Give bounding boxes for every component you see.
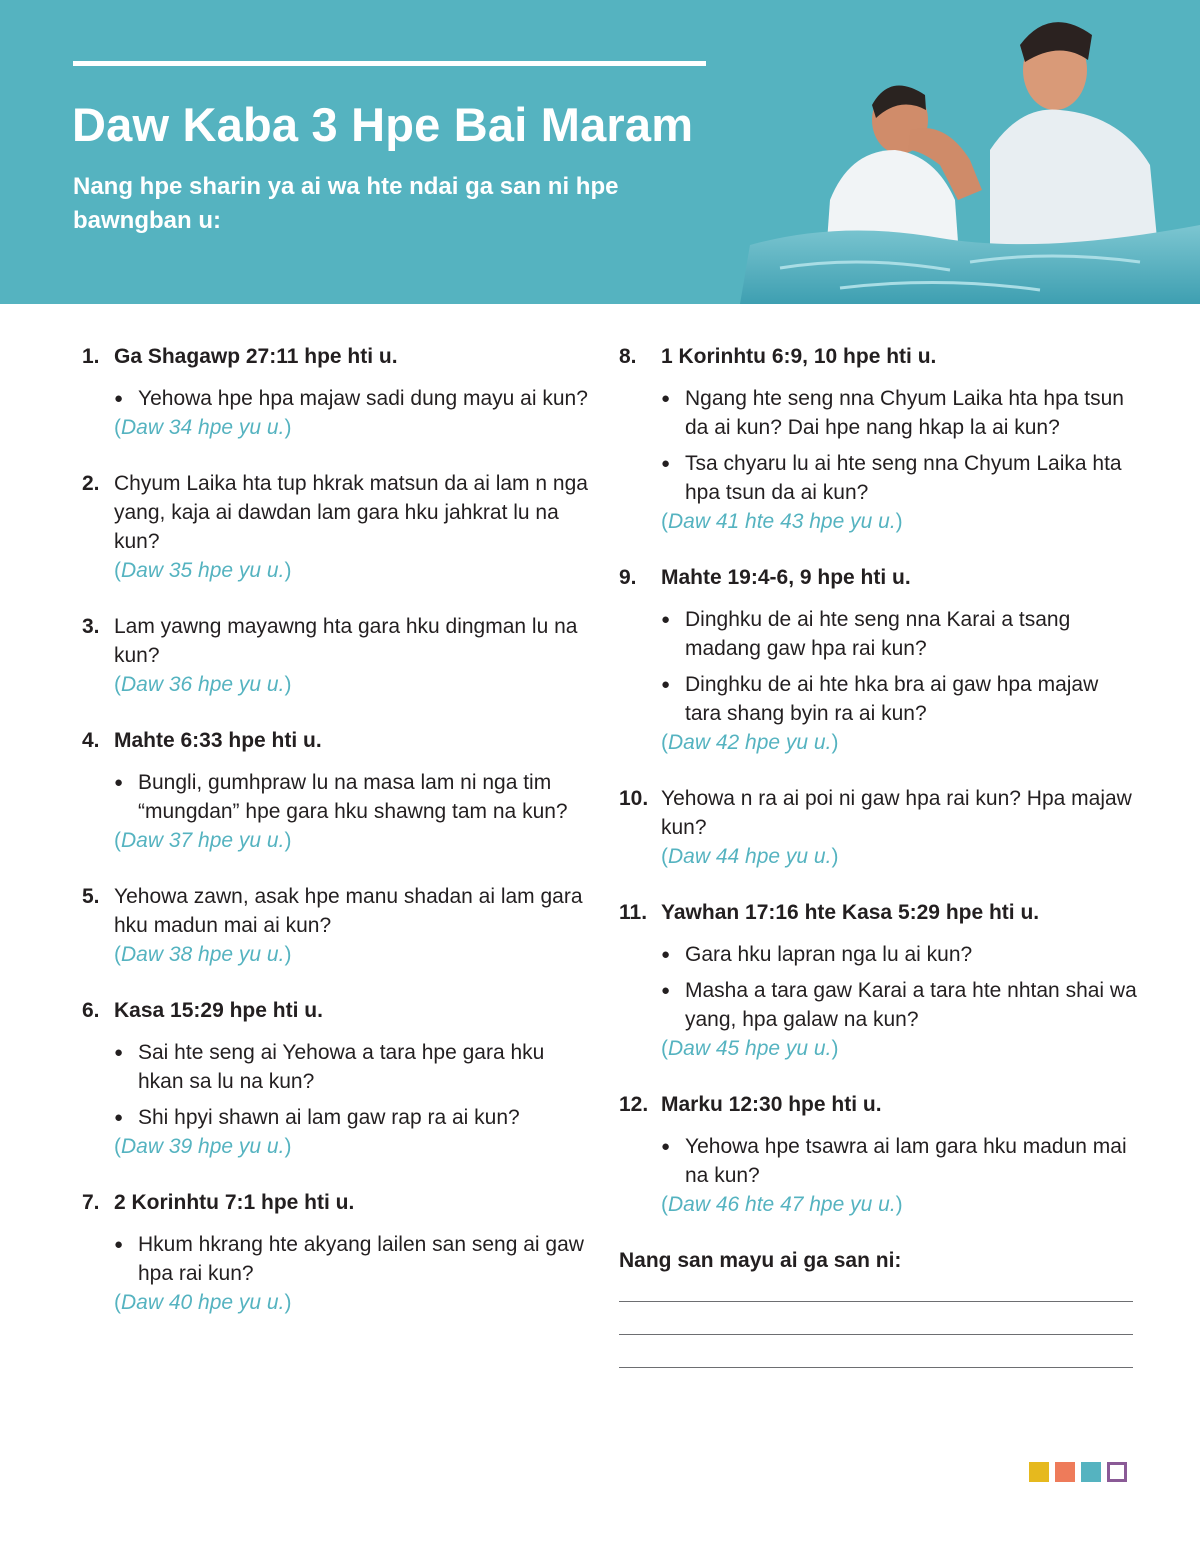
question-number: 9. bbox=[619, 566, 637, 589]
bullet-item bbox=[661, 605, 1139, 663]
question-number: 2. bbox=[82, 472, 100, 495]
bullet-icon: ● bbox=[661, 676, 671, 693]
question-text: Chyum Laika hta tup hkrak matsun da ai lam n nga yang, kaja ai dawdan lam gara hku jahkrat lu na kun? bbox=[114, 472, 588, 553]
bullet-item bbox=[114, 1038, 592, 1096]
bullet-text: Tsa chyaru lu ai hte seng nna Chyum Laika hta hpa tsun da ai kun? bbox=[685, 452, 1122, 504]
question-text: Kasa 15:29 hpe hti u. bbox=[114, 999, 323, 1022]
reference: (Daw 44 hpe yu u.) bbox=[661, 845, 839, 868]
question-text: Marku 12:30 hpe hti u. bbox=[661, 1093, 882, 1116]
reference: (Daw 41 hte 43 hpe yu u.) bbox=[661, 510, 903, 533]
question-number: 3. bbox=[82, 615, 100, 638]
bullet-icon: ● bbox=[114, 1109, 124, 1126]
bullet-item bbox=[661, 976, 1139, 1034]
bullet-list bbox=[619, 1132, 1139, 1190]
bullet-text: Dinghku de ai hte seng nna Karai a tsang madang gaw hpa rai kun? bbox=[685, 608, 1071, 660]
bullet-list bbox=[82, 1038, 592, 1132]
reference-text: Daw 40 hpe yu u. bbox=[121, 1291, 285, 1314]
reference-text: Daw 36 hpe yu u. bbox=[121, 673, 285, 696]
question-12 bbox=[619, 1090, 1139, 1219]
bullet-icon: ● bbox=[114, 390, 124, 407]
yellow-square-icon bbox=[1029, 1462, 1049, 1482]
question-4 bbox=[82, 726, 592, 855]
bullet-text: Masha a tara gaw Karai a tara hte nhtan shai wa yang, hpa galaw na kun? bbox=[685, 979, 1137, 1031]
questions-right-column bbox=[619, 342, 1139, 1368]
reference-text: Daw 34 hpe yu u. bbox=[121, 416, 285, 439]
reference-text: Daw 41 hte 43 hpe yu u. bbox=[668, 510, 896, 533]
question-number: 6. bbox=[82, 999, 100, 1022]
purple-outline-square-icon bbox=[1107, 1462, 1127, 1482]
question-number: 5. bbox=[82, 885, 100, 908]
question-text: Lam yawng mayawng hta gara hku dingman lu na kun? bbox=[114, 615, 578, 667]
bullet-text: Yehowa hpe tsawra ai lam gara hku madun mai na kun? bbox=[685, 1135, 1127, 1187]
question-text: Mahte 19:4-6, 9 hpe hti u. bbox=[661, 566, 911, 589]
bullet-icon: ● bbox=[114, 1236, 124, 1253]
reference: (Daw 37 hpe yu u.) bbox=[114, 829, 292, 852]
reference: (Daw 35 hpe yu u.) bbox=[114, 559, 292, 582]
bullet-icon: ● bbox=[661, 455, 671, 472]
bullet-text: Sai hte seng ai Yehowa a tara hpe gara hku hkan sa lu na kun? bbox=[138, 1041, 545, 1093]
question-2 bbox=[82, 469, 592, 585]
bullet-item bbox=[661, 449, 1139, 507]
bullet-icon: ● bbox=[661, 946, 671, 963]
bullet-list bbox=[619, 384, 1139, 507]
bullet-item bbox=[114, 384, 592, 413]
bullet-text: Hkum hkrang hte akyang lailen san seng ai gaw hpa rai kun? bbox=[138, 1233, 584, 1285]
bullet-text: Shi hpyi shawn ai lam gaw rap ra ai kun? bbox=[138, 1106, 520, 1129]
question-8 bbox=[619, 342, 1139, 536]
reference-text: Daw 38 hpe yu u. bbox=[121, 943, 285, 966]
bullet-text: Gara hku lapran nga lu ai kun? bbox=[685, 943, 973, 966]
question-number: 12. bbox=[619, 1093, 649, 1116]
question-text: Yehowa n ra ai poi ni gaw hpa rai kun? Hpa majaw kun? bbox=[661, 787, 1132, 839]
bullet-list bbox=[619, 940, 1139, 1034]
bullet-list bbox=[82, 1230, 592, 1288]
reference: (Daw 38 hpe yu u.) bbox=[114, 943, 292, 966]
notes-section bbox=[619, 1246, 1139, 1368]
color-squares bbox=[1029, 1462, 1127, 1482]
notes-line[interactable] bbox=[619, 1367, 1133, 1368]
orange-square-icon bbox=[1055, 1462, 1075, 1482]
bullet-item bbox=[661, 384, 1139, 442]
page-subtitle: Nang hpe sharin ya ai wa hte ndai ga san ni hpe bawngban u: bbox=[73, 173, 619, 234]
bullet-item bbox=[114, 768, 592, 826]
reference: (Daw 39 hpe yu u.) bbox=[114, 1135, 292, 1158]
bullet-item bbox=[661, 940, 1139, 969]
question-text: Ga Shagawp 27:11 hpe hti u. bbox=[114, 345, 398, 368]
bullet-icon: ● bbox=[661, 1138, 671, 1155]
question-9 bbox=[619, 563, 1139, 757]
bullet-icon: ● bbox=[114, 774, 124, 791]
reference: (Daw 34 hpe yu u.) bbox=[114, 416, 292, 439]
header-rule bbox=[73, 61, 706, 66]
question-11 bbox=[619, 898, 1139, 1063]
bullet-list bbox=[82, 384, 592, 413]
bullet-icon: ● bbox=[661, 611, 671, 628]
bullet-list bbox=[82, 768, 592, 826]
question-text: 2 Korinhtu 7:1 hpe hti u. bbox=[114, 1191, 355, 1214]
reference-text: Daw 44 hpe yu u. bbox=[668, 845, 832, 868]
reference: (Daw 46 hte 47 hpe yu u.) bbox=[661, 1193, 903, 1216]
bullet-item bbox=[114, 1103, 592, 1132]
bullet-icon: ● bbox=[114, 1044, 124, 1061]
question-7 bbox=[82, 1188, 592, 1317]
question-1 bbox=[82, 342, 592, 442]
question-6 bbox=[82, 996, 592, 1161]
question-text: Yawhan 17:16 hte Kasa 5:29 hpe hti u. bbox=[661, 901, 1040, 924]
bullet-item bbox=[114, 1230, 592, 1288]
question-number: 1. bbox=[82, 345, 100, 368]
bullet-icon: ● bbox=[661, 390, 671, 407]
reference-text: Daw 39 hpe yu u. bbox=[121, 1135, 285, 1158]
reference-text: Daw 35 hpe yu u. bbox=[121, 559, 285, 582]
reference-text: Daw 42 hpe yu u. bbox=[668, 731, 832, 754]
reference-text: Daw 37 hpe yu u. bbox=[121, 829, 285, 852]
question-text: Mahte 6:33 hpe hti u. bbox=[114, 729, 322, 752]
page-title: Daw Kaba 3 Hpe Bai Maram bbox=[72, 98, 694, 151]
question-number: 4. bbox=[82, 729, 100, 752]
bullet-text: Bungli, gumhpraw lu na masa lam ni nga tim “mungdan” hpe gara hku shawng tam na kun? bbox=[138, 771, 568, 823]
bullet-text: Yehowa hpe hpa majaw sadi dung mayu ai kun? bbox=[138, 387, 588, 410]
bullet-text: Dinghku de ai hte hka bra ai gaw hpa majaw tara shang byin ra ai kun? bbox=[685, 673, 1099, 725]
bullet-item bbox=[661, 1132, 1139, 1190]
reference: (Daw 40 hpe yu u.) bbox=[114, 1291, 292, 1314]
bullet-icon: ● bbox=[661, 982, 671, 999]
reference-text: Daw 45 hpe yu u. bbox=[668, 1037, 832, 1060]
notes-label: Nang san mayu ai ga san ni: bbox=[619, 1249, 902, 1272]
question-5 bbox=[82, 882, 592, 969]
question-text: Yehowa zawn, asak hpe manu shadan ai lam gara hku madun mai ai kun? bbox=[114, 885, 583, 937]
question-number: 11. bbox=[619, 901, 648, 924]
reference: (Daw 36 hpe yu u.) bbox=[114, 673, 292, 696]
baptism-illustration bbox=[720, 0, 1200, 304]
question-3 bbox=[82, 612, 592, 699]
bullet-text: Ngang hte seng nna Chyum Laika hta hpa tsun da ai kun? Dai hpe nang hkap la ai kun? bbox=[685, 387, 1124, 439]
question-number: 8. bbox=[619, 345, 637, 368]
reference-text: Daw 46 hte 47 hpe yu u. bbox=[668, 1193, 896, 1216]
questions-left-column bbox=[82, 342, 592, 1344]
bullet-item bbox=[661, 670, 1139, 728]
question-number: 10. bbox=[619, 787, 649, 810]
question-number: 7. bbox=[82, 1191, 100, 1214]
reference: (Daw 42 hpe yu u.) bbox=[661, 731, 839, 754]
question-10 bbox=[619, 784, 1139, 871]
teal-square-icon bbox=[1081, 1462, 1101, 1482]
bullet-list bbox=[619, 605, 1139, 728]
reference: (Daw 45 hpe yu u.) bbox=[661, 1037, 839, 1060]
question-text: 1 Korinhtu 6:9, 10 hpe hti u. bbox=[661, 345, 937, 368]
header-banner bbox=[0, 0, 1200, 304]
